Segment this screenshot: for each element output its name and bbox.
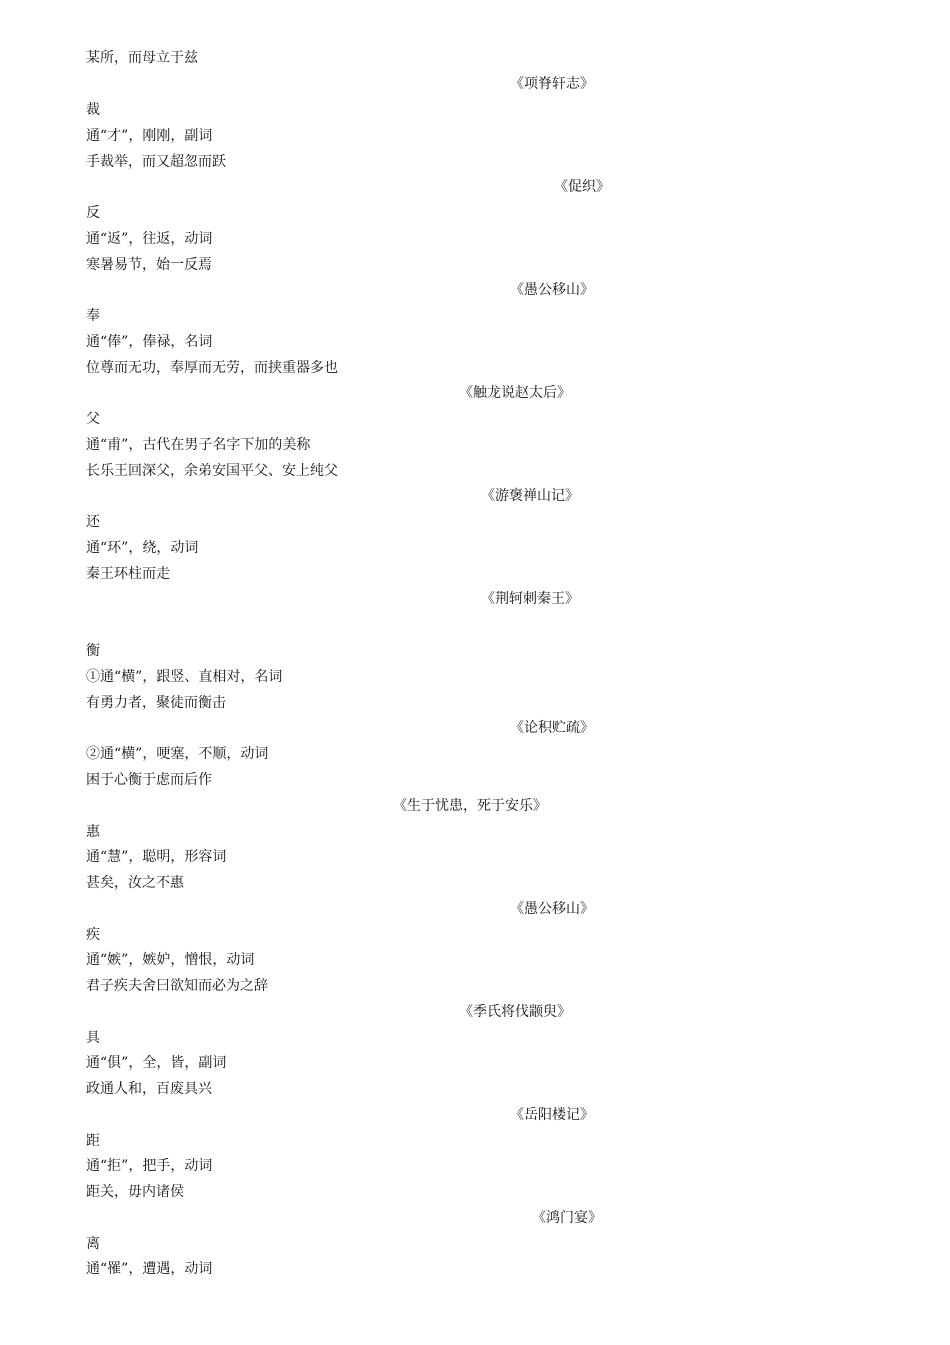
source-title: 《游褒禅山记》 <box>481 488 579 504</box>
example-sentence: 君子疾夫舍曰欲知而必为之辞 <box>86 978 268 994</box>
entry-definition: 通“俸”，俸禄，名词 <box>86 334 213 350</box>
source-title: 《愚公移山》 <box>510 282 594 298</box>
entry-character: 疾 <box>86 927 100 943</box>
entry-character: 衡 <box>86 643 100 659</box>
source-title: 《促织》 <box>554 179 610 195</box>
entry-definition: 通“返”，往返，动词 <box>86 231 213 247</box>
example-sentence: 长乐王回深父，余弟安国平父、安上纯父 <box>86 463 338 479</box>
entry-character: 奉 <box>86 308 100 324</box>
entry-definition: ②通“横”，哽塞，不顺，动词 <box>86 746 269 762</box>
entry-definition: 通“俱”，全，皆，副词 <box>86 1055 227 1071</box>
source-title: 《触龙说赵太后》 <box>459 385 571 401</box>
entry-character: 反 <box>86 205 100 221</box>
entry-character: 距 <box>86 1133 100 1149</box>
entry-character: 惠 <box>86 824 100 840</box>
example-sentence: 距关，毋内诸侯 <box>86 1184 184 1200</box>
example-sentence: 秦王环柱而走 <box>86 566 170 582</box>
example-sentence: 困于心衡于虑而后作 <box>86 772 212 788</box>
source-title: 《鸿门宴》 <box>532 1210 602 1226</box>
entry-definition: 通“慧”，聪明，形容词 <box>86 849 227 865</box>
example-sentence: 甚矣，汝之不惠 <box>86 875 184 891</box>
entry-definition: ①通“横”，跟竖、直相对，名词 <box>86 669 283 685</box>
example-sentence: 手裁举，而又超忽而跃 <box>86 154 226 170</box>
example-sentence: 政通人和，百废具兴 <box>86 1081 212 1097</box>
entry-character: 还 <box>86 514 100 530</box>
example-sentence: 某所，而母立于兹 <box>86 50 198 66</box>
source-title: 《生于忧患，死于安乐》 <box>393 798 547 814</box>
source-title: 《岳阳楼记》 <box>510 1107 594 1123</box>
source-title: 《愚公移山》 <box>510 901 594 917</box>
entry-definition: 通“拒”，把手，动词 <box>86 1158 213 1174</box>
source-title: 《项脊轩志》 <box>510 76 594 92</box>
entry-character: 离 <box>86 1236 100 1252</box>
example-sentence: 位尊而无功，奉厚而无劳，而挟重器多也 <box>86 360 338 376</box>
entry-definition: 通“甫”，古代在男子名字下加的美称 <box>86 437 311 453</box>
example-sentence: 寒暑易节，始一反焉 <box>86 257 212 273</box>
entry-character: 父 <box>86 411 100 427</box>
source-title: 《荆轲刺秦王》 <box>481 591 579 607</box>
entry-definition: 通“才”，刚刚，副词 <box>86 128 213 144</box>
entry-character: 裁 <box>86 102 100 118</box>
entry-character: 具 <box>86 1030 100 1046</box>
entry-definition: 通“罹”，遭遇，动词 <box>86 1261 213 1277</box>
entry-definition: 通“环”，绕，动词 <box>86 540 199 556</box>
source-title: 《季氏将伐颛臾》 <box>459 1004 571 1020</box>
example-sentence: 有勇力者，聚徒而衡击 <box>86 695 226 711</box>
source-title: 《论积贮疏》 <box>510 720 594 736</box>
entry-definition: 通“嫉”，嫉妒，憎恨，动词 <box>86 952 255 968</box>
